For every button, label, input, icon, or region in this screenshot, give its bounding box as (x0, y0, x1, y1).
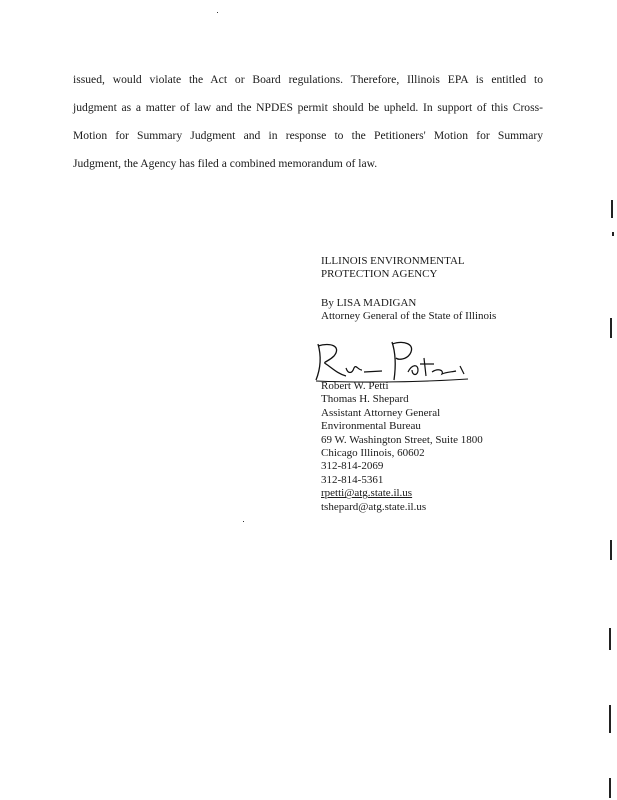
spacer (321, 282, 496, 297)
by-line: By LISA MADIGAN (321, 296, 417, 309)
body-line: judgment as a matter of law and the NPDES permit should be upheld. In support of this Cross- (73, 101, 543, 114)
phone-number: 312-814-2069 (321, 460, 384, 473)
bureau-name: Environmental Bureau (321, 420, 421, 433)
handwritten-signature (312, 338, 470, 384)
scan-margin-mark (609, 778, 611, 798)
scan-margin-mark (612, 232, 614, 236)
body-line: Judgment, the Agency has filed a combined memorandum of law. (73, 157, 378, 170)
email-address[interactable]: tshepard@atg.state.il.us (321, 500, 427, 513)
signature-block-header (321, 255, 496, 324)
agency-name-line1: ILLINOIS ENVIRONMENTAL (321, 255, 465, 267)
scan-margin-mark (611, 200, 613, 218)
attorney-title: Assistant Attorney General (321, 406, 441, 419)
body-line: Motion for Summary Judgment and in response to the Petitioners' Motion for Summary (73, 129, 543, 142)
scan-margin-mark (609, 705, 611, 733)
scan-speck (217, 12, 218, 13)
phone-number: 312-814-5361 (321, 473, 384, 486)
attorney-general-title: Attorney General of the State of Illinois (321, 310, 497, 323)
address-line2: Chicago Illinois, 60602 (321, 447, 425, 460)
address-line1: 69 W. Washington Street, Suite 1800 (321, 433, 483, 446)
scan-margin-mark (610, 318, 612, 338)
scan-speck (243, 521, 244, 522)
scan-margin-mark (610, 540, 612, 560)
body-line: issued, would violate the Act or Board regulations. Therefore, Illinois EPA is entitled to (73, 73, 543, 86)
email-address[interactable]: rpetti@atg.state.il.us (321, 487, 413, 500)
counsel-contact-block (321, 380, 483, 514)
attorney-name: Thomas H. Shepard (321, 393, 409, 406)
body-paragraph (73, 66, 543, 178)
scan-margin-mark (609, 628, 611, 650)
agency-name-line2: PROTECTION AGENCY (321, 268, 438, 281)
attorney-name: Robert W. Petti (321, 380, 389, 392)
